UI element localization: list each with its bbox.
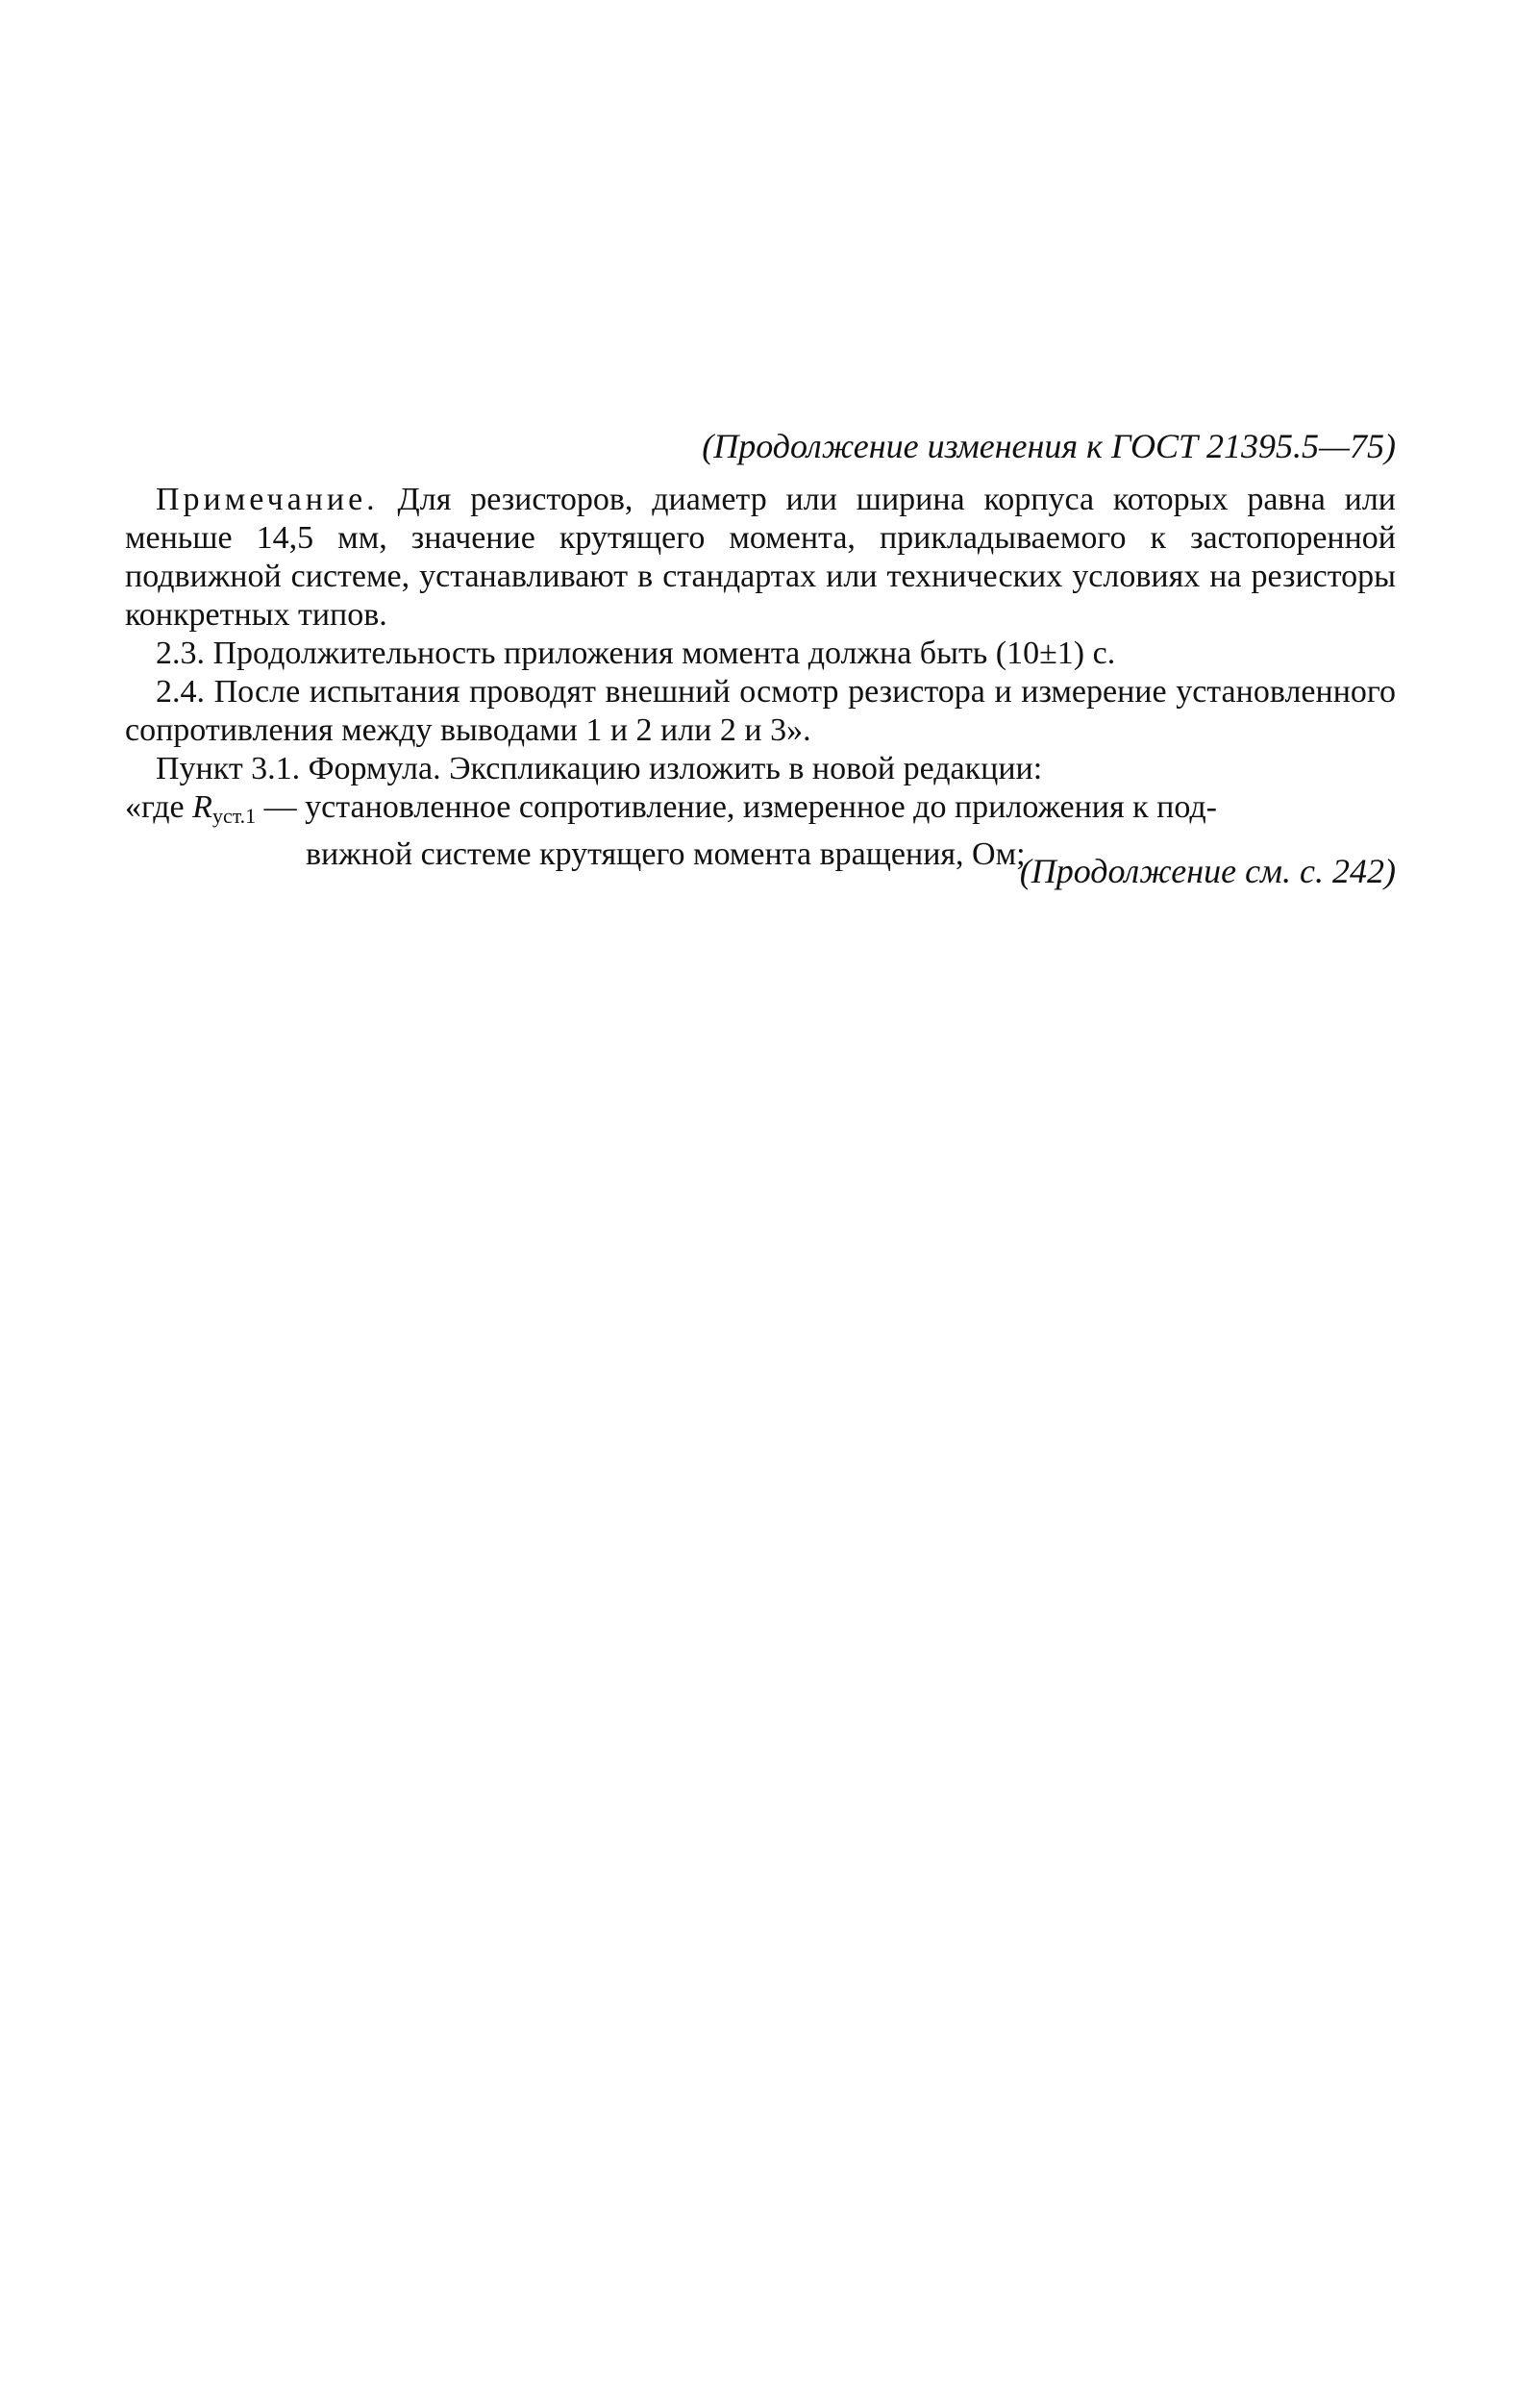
formula-explication-text: — установленное сопротивление, измеренное до приложения к под-: [263, 789, 1217, 825]
note-paragraph: [125, 481, 1396, 635]
item-2-3: 2.3. Продолжительность приложения момента должна быть (10±1) с.: [156, 636, 1116, 671]
continuation-footer: (Продолжение см. с. 242): [1019, 852, 1396, 890]
formula-subscript: уст.1: [211, 804, 257, 828]
note-text: Для резисторов, диаметр или ширина корпуса которых равна или меньше 14,5 мм, значение крутящего момента, прикладываемого к застопоренной подвижной системе, устанавливают в стандартах или технических условиях на резисторы конкретных типов.: [125, 482, 1397, 633]
formula-explication-line: [125, 788, 1396, 835]
item-2-4: 2.4. После испытания проводят внешний осмотр резистора и измерение установленного сопротивления между выводами 1 и 2 или 2 и 3».: [125, 674, 1396, 748]
continuation-header: (Продолжение изменения к ГОСТ 21395.5—75): [702, 427, 1396, 465]
formula-prefix: «где: [125, 789, 185, 825]
note-label: Примечание.: [156, 482, 379, 517]
formula-symbol: R: [192, 789, 212, 825]
formula-explication-continuation: вижной системе крутящего момента вращения, Ом;: [306, 836, 1026, 872]
clause-3-1: Пункт 3.1. Формула. Экспликацию изложить в новой редакции:: [156, 751, 1043, 786]
document-body: [125, 481, 1396, 874]
